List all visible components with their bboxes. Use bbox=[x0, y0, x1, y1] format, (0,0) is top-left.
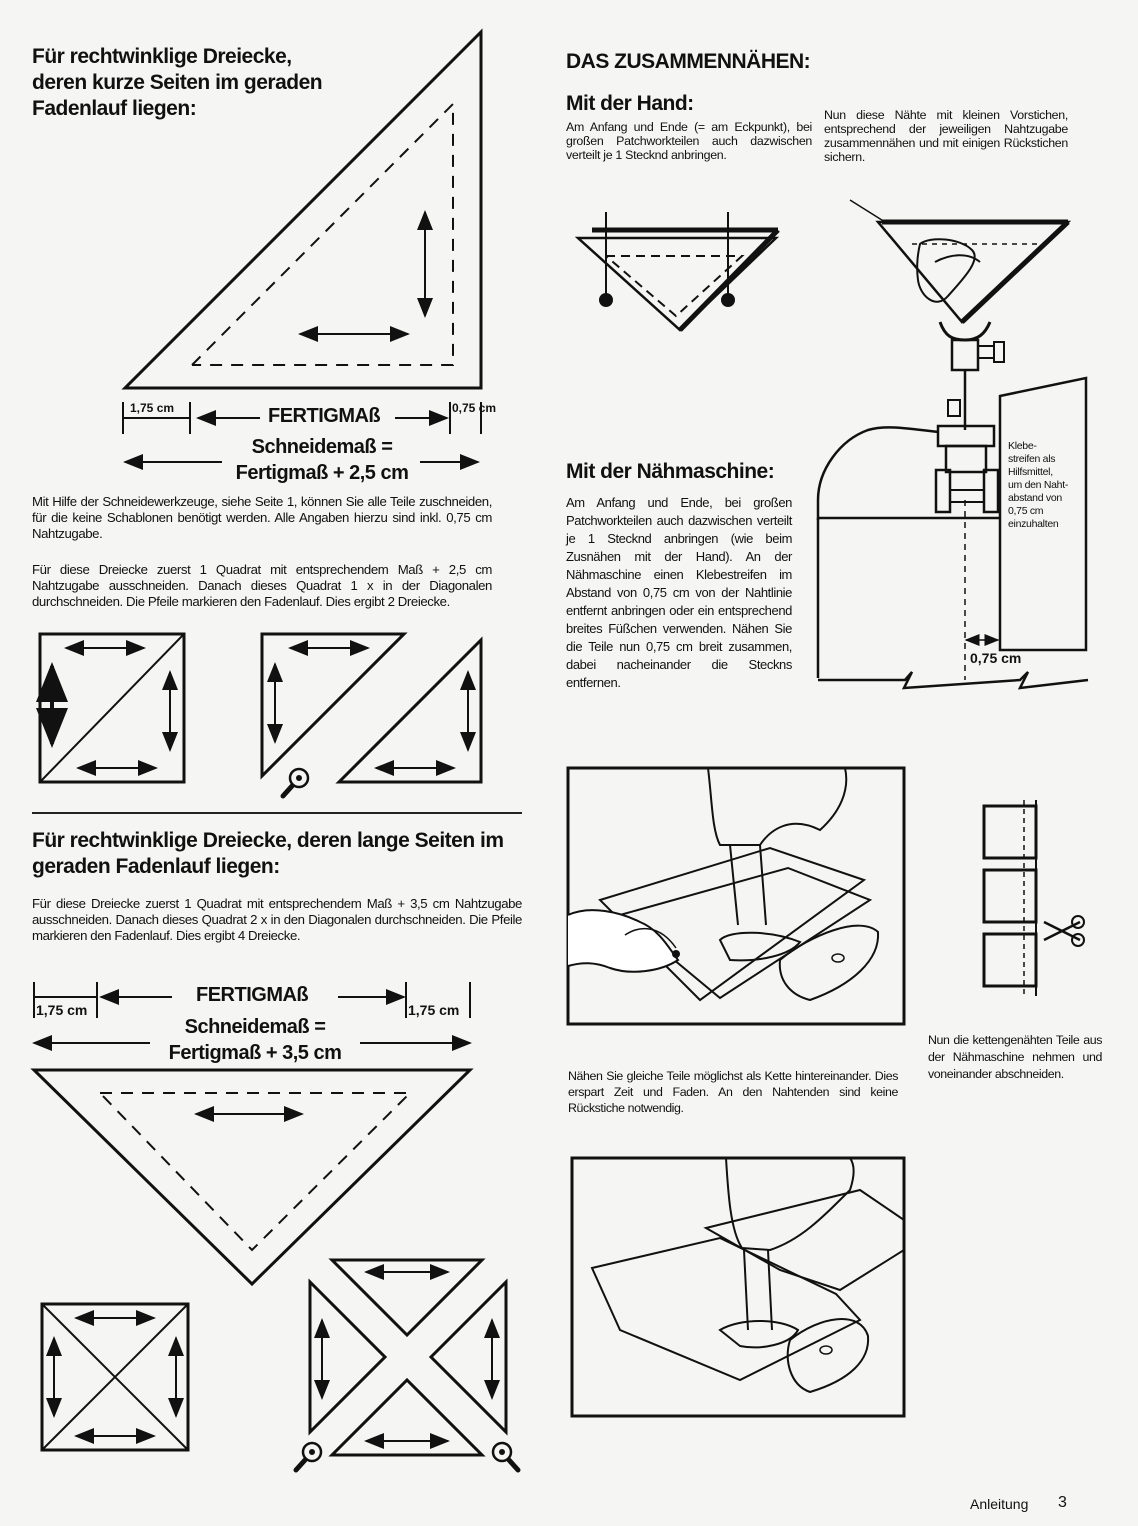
cut-apart-text: Nun die kettengenähten Teile aus der Nähmaschine nehmen und voneinander abschneiden. bbox=[928, 1033, 1102, 1081]
para-cutting-intro: Mit Hilfe der Schneidewerkzeuge, siehe Seite 1, können Sie alle Teile zuschneiden, für die keine Schablonen benötigt werden. Alle Angaben hierzu sind inkl. 0,75 cm Nahtzugabe. bbox=[32, 494, 492, 541]
dim2-left-label: 1,75 cm bbox=[36, 1002, 88, 1018]
footer-section-label: Anleitung bbox=[970, 1496, 1029, 1512]
dim1-center-label: FERTIGMAß bbox=[268, 405, 381, 427]
formula2: Schneidemaß = Fertigmaß + 3,5 cm bbox=[168, 1016, 342, 1064]
seam-allowance-label: 0,75 cm bbox=[970, 650, 1022, 666]
dim2-center-label: FERTIGMAß bbox=[196, 984, 309, 1006]
heading-short-sides: Für rechtwinklige Dreiecke, deren kurze Seiten im geraden Fadenlauf liegen: bbox=[32, 45, 323, 120]
dim1-right-label: 0,75 cm bbox=[452, 401, 497, 415]
formula1: Schneidemaß = Fertigmaß + 2,5 cm bbox=[235, 436, 409, 484]
dim1-left-label: 1,75 cm bbox=[130, 401, 175, 415]
page-number: 3 bbox=[1058, 1494, 1067, 1511]
para-square-cut-once: Für diese Dreiecke zuerst 1 Quadrat mit entsprechendem Maß + 2,5 cm Nahtzugabe ausschneiden. Danach dieses Quadrat 1 x in der Diagonalen durchschneiden. Die Pfeile markieren den Fadenlauf. Dies ergibt 2 Dreiecke. bbox=[32, 562, 492, 609]
section-title: DAS ZUSAMMENNÄHEN: bbox=[566, 50, 811, 73]
machine-text: Am Anfang und Ende, bei großen Patchworkteilen auch dazwischen verteilt je 1 Stecknd anbringen (wie beim Zusnähen mit der Hand). An der Nähmaschine einen Klebestreifen im Abstand von 0,75 cm von der Nahtlinie entfernt anbringen oder ein entsprechend breites Füßchen verwenden. Nähen Sie die Teile nun 0,75 cm breit zusammen, dabei nacheinander die Steckns entfernen. bbox=[566, 495, 792, 690]
para-square-cut-twice: Für diese Dreiecke zuerst 1 Quadrat mit entsprechendem Maß + 3,5 cm Nahtzugabe ausschneiden. Danach dieses Quadrat 2 x in den Diagonalen durchschneiden. Die Pfeile markieren den Fadenlauf. Dies ergibt 4 Dreiecke. bbox=[32, 896, 522, 943]
dim2-right-label: 1,75 cm bbox=[408, 1002, 460, 1018]
hand-text-pins: Am Anfang und Ende (= am Eckpunkt), bei großen Patchworkteilen auch dazwischen verteilt je 1 Stecknd anbringen. bbox=[566, 120, 812, 162]
chain-sewing-text: Nähen Sie gleiche Teile möglichst als Kette hintereinander. Dies erspart Zeit und Faden. An den Nahtenden sind keine Rückstiche notwendig. bbox=[568, 1069, 898, 1115]
hand-text-stitches: Nun diese Nähte mit kleinen Vorstichen, entsprechend der jeweiligen Nahtzugabe zusammennähen und mit einigen Rückstichen sichern. bbox=[824, 108, 1068, 164]
hand-heading: Mit der Hand: bbox=[566, 92, 694, 115]
heading-long-sides: Für rechtwinklige Dreiecke, deren lange Seiten im geraden Fadenlauf liegen: bbox=[32, 829, 504, 878]
machine-heading: Mit der Nähmaschine: bbox=[566, 460, 775, 483]
tape-label: Klebe- streifen als Hilfsmittel, um den Naht- abstand von 0,75 cm einzuhalten bbox=[1008, 440, 1069, 530]
